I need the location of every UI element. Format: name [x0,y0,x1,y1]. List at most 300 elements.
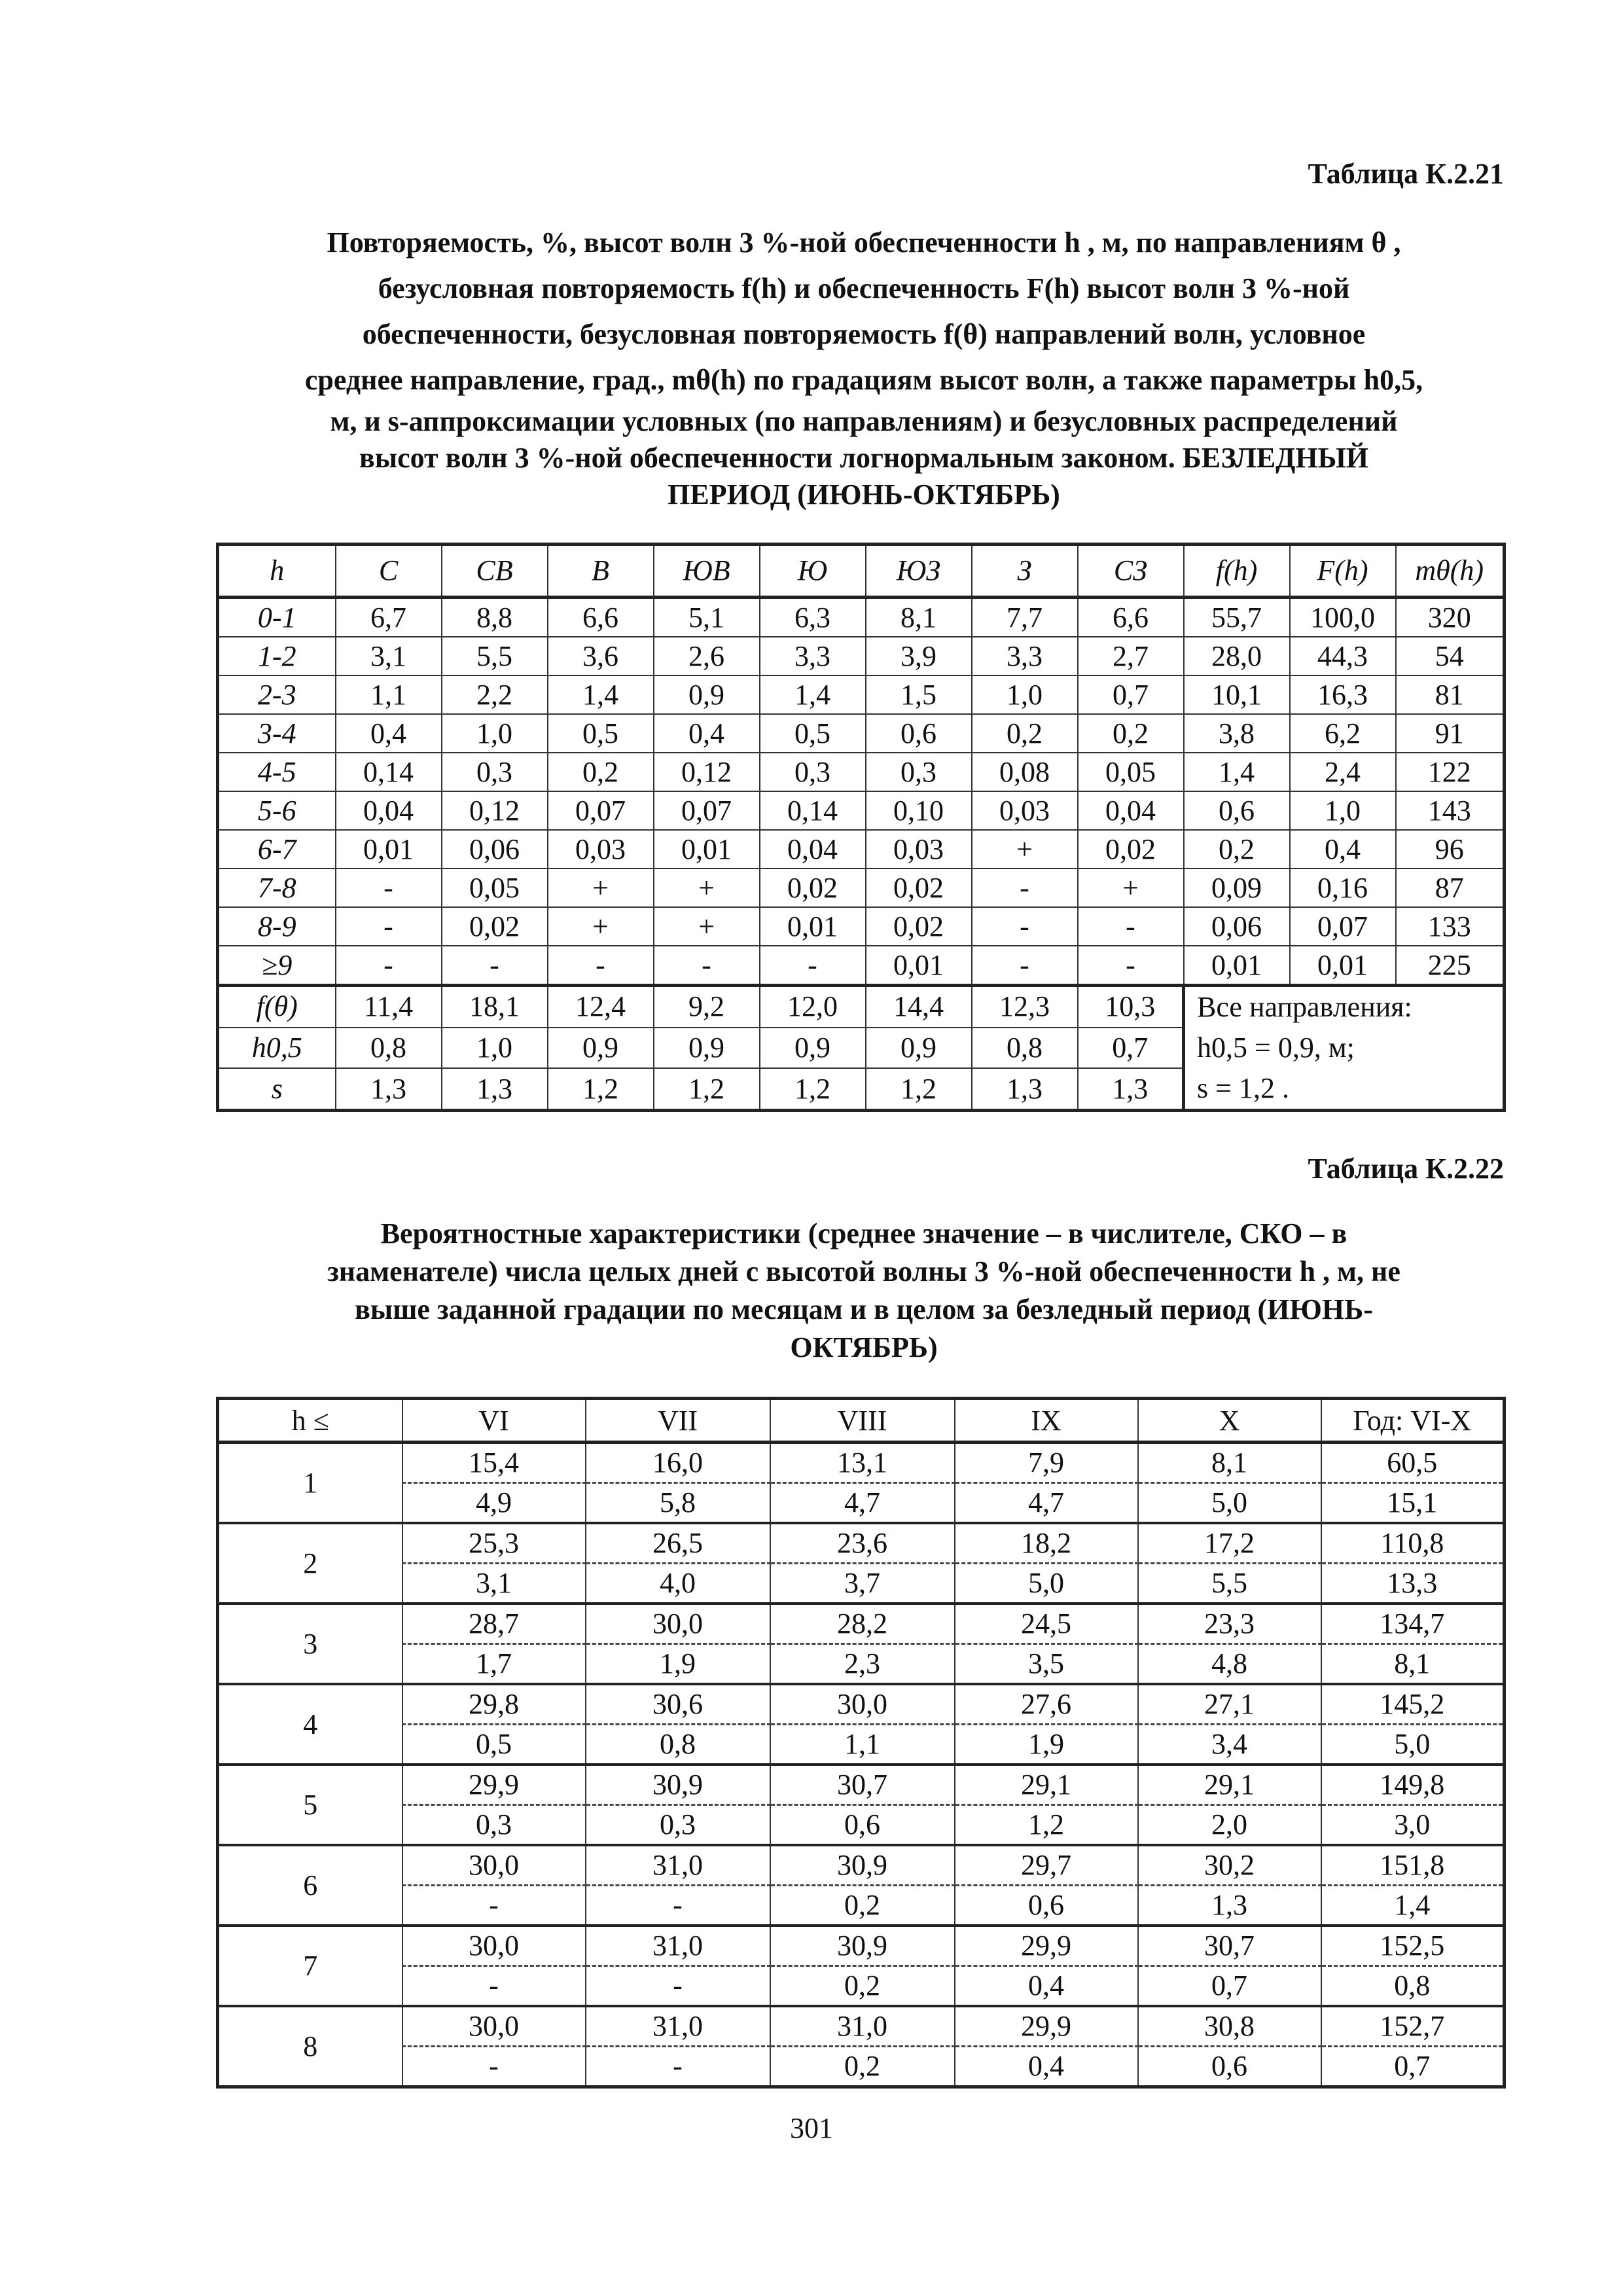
sd-value: 0,7 [1321,2047,1505,2087]
table-row [218,637,1505,675]
mean-value: 110,8 [1321,1523,1505,1564]
column-header: СВ [442,545,548,598]
table-cell: 12,0 [760,986,866,1028]
table-cell: 6,6 [548,598,654,637]
table-cell: 1,0 [442,714,548,753]
table-cell: 0,01 [760,907,866,946]
sd-value: 0,8 [1321,1966,1505,2007]
table-cell: 0,4 [654,714,760,753]
table-row [218,1564,1505,1604]
sd-value: 3,1 [402,1564,586,1604]
caption-line: выше заданной градации по месяцам и в целом за безледный период (ИЮНЬ- [355,1293,1373,1325]
table-row [218,1966,1505,2007]
sd-value: - [586,1886,770,1926]
mean-value: 27,6 [955,1684,1138,1725]
table-cell: 1,2 [654,1068,760,1110]
table-row [218,1845,1505,1886]
row-label: 7-8 [218,869,336,907]
table-cell: 0,01 [336,830,442,869]
note-line: Все направления: [1197,991,1412,1023]
table-cell: 3,3 [760,637,866,675]
table-row [218,2047,1505,2087]
table22 [216,1397,1506,2089]
table-cell: 0,3 [866,753,972,791]
table-cell: 0,6 [866,714,972,753]
table-cell: 54 [1396,637,1505,675]
table-row [218,1523,1505,1564]
table-cell: 0,06 [1184,907,1290,946]
sd-value: 0,4 [955,2047,1138,2087]
sd-value: 0,6 [955,1886,1138,1926]
mean-value: 8,1 [1138,1443,1321,1483]
table-cell: 91 [1396,714,1505,753]
mean-value: 24,5 [955,1604,1138,1644]
table-cell: + [654,907,760,946]
table-cell: 8,8 [442,598,548,637]
table-cell: 0,01 [1290,946,1396,986]
table-cell: 81 [1396,675,1505,714]
table-cell: 0,16 [1290,869,1396,907]
table-cell: 10,3 [1078,986,1184,1028]
table-cell: 2,6 [654,637,760,675]
sd-value: - [586,2047,770,2087]
mean-value: 23,6 [770,1523,955,1564]
table-cell: 1,0 [442,1028,548,1069]
table-cell: 28,0 [1184,637,1290,675]
sd-value: 13,3 [1321,1564,1505,1604]
table-cell: 6,2 [1290,714,1396,753]
table-cell: 0,4 [336,714,442,753]
table-cell: 1,0 [972,675,1078,714]
table-cell: 0,3 [442,753,548,791]
sd-value: 5,0 [1321,1725,1505,1765]
column-header: mθ(h) [1396,545,1505,598]
note-line: h0,5 = 0,9, м; [1197,1031,1355,1064]
row-label: 3 [218,1604,402,1684]
table-cell: 0,9 [760,1028,866,1069]
table21-label: Таблица К.2.21 [1308,158,1504,190]
sd-value: 4,7 [955,1483,1138,1524]
table-cell: 2,7 [1078,637,1184,675]
sd-value: 0,3 [586,1805,770,1846]
mean-value: 31,0 [586,1926,770,1966]
table-cell: 0,5 [548,714,654,753]
all-directions-note [1184,986,1505,1111]
row-label: ≥9 [218,946,336,986]
mean-value: 151,8 [1321,1845,1505,1886]
table-row [218,1765,1505,1805]
sd-value: 0,4 [955,1966,1138,2007]
column-header: h ≤ [218,1399,402,1443]
mean-value: 29,9 [402,1765,586,1805]
sd-value: - [402,1966,586,2007]
mean-value: 31,0 [586,1845,770,1886]
column-header: f(h) [1184,545,1290,598]
table-cell: 0,02 [866,869,972,907]
mean-value: 17,2 [1138,1523,1321,1564]
table-cell: - [336,869,442,907]
mean-value: 30,2 [1138,1845,1321,1886]
table-row [218,1886,1505,1926]
mean-value: 13,1 [770,1443,955,1483]
caption-line: ОКТЯБРЬ) [790,1331,938,1363]
table-cell: 0,9 [654,675,760,714]
caption-line: обеспеченности, безусловная повторяемость f(θ) направлений волн, условное [362,318,1366,350]
sd-value: 0,7 [1138,1966,1321,2007]
table-cell: 1,3 [336,1068,442,1110]
table-row [218,1644,1505,1685]
table-cell: 2,2 [442,675,548,714]
caption-line: ПЕРИОД (ИЮНЬ-ОКТЯБРЬ) [668,478,1060,511]
table-cell: 0,7 [1078,1028,1184,1069]
table-cell: 0,7 [1078,675,1184,714]
table-cell: 0,12 [654,753,760,791]
row-label: 3-4 [218,714,336,753]
table-cell: 0,04 [336,791,442,830]
sd-value: 4,8 [1138,1644,1321,1685]
table-cell: 0,2 [972,714,1078,753]
table-cell: - [336,907,442,946]
table-cell: - [1078,946,1184,986]
sd-value: 1,1 [770,1725,955,1765]
mean-value: 25,3 [402,1523,586,1564]
table-row [218,1725,1505,1765]
row-label: 4 [218,1684,402,1765]
table-cell: 0,9 [866,1028,972,1069]
table-cell: - [442,946,548,986]
column-header: С [336,545,442,598]
sd-value: 5,8 [586,1483,770,1524]
sd-value: 0,2 [770,1966,955,2007]
table-row [218,2006,1505,2047]
table-cell: + [548,907,654,946]
table-cell: 1,3 [972,1068,1078,1110]
table-cell: 55,7 [1184,598,1290,637]
mean-value: 152,7 [1321,2006,1505,2047]
table-cell: 0,5 [760,714,866,753]
column-header: IX [955,1399,1138,1443]
table-cell: 0,07 [548,791,654,830]
table-cell: 44,3 [1290,637,1396,675]
sd-value: 1,3 [1138,1886,1321,1926]
table-cell: 0,08 [972,753,1078,791]
sd-value: 1,9 [586,1644,770,1685]
caption-line: безусловная повторяемость f(h) и обеспеченность F(h) высот волн 3 %-ной [378,272,1350,304]
row-label: 6 [218,1845,402,1926]
table-cell: 2,4 [1290,753,1396,791]
table-cell: 6,3 [760,598,866,637]
table-cell: + [654,869,760,907]
table-cell: 320 [1396,598,1505,637]
mean-value: 29,9 [955,1926,1138,1966]
sd-value: 0,5 [402,1725,586,1765]
table-row [218,714,1505,753]
table-cell: 0,02 [760,869,866,907]
sd-value: 0,3 [402,1805,586,1846]
table-cell: 0,9 [654,1028,760,1069]
table-cell: 0,8 [972,1028,1078,1069]
table-cell: 0,14 [336,753,442,791]
table-cell: 12,3 [972,986,1078,1028]
table-cell: 0,01 [866,946,972,986]
table-cell: 0,06 [442,830,548,869]
column-header: СЗ [1078,545,1184,598]
table-cell: 0,4 [1290,830,1396,869]
mean-value: 30,7 [1138,1926,1321,1966]
table-cell: 225 [1396,946,1505,986]
caption-line: м, и s-аппроксимации условных (по направлениям) и безусловных распределений [330,405,1398,437]
sd-value: 0,8 [586,1725,770,1765]
column-header: VI [402,1399,586,1443]
table-cell: 10,1 [1184,675,1290,714]
table-row [218,1805,1505,1846]
table-row [218,753,1505,791]
sd-value: - [402,2047,586,2087]
table-cell: 5,1 [654,598,760,637]
table-cell: 122 [1396,753,1505,791]
sd-value: 15,1 [1321,1483,1505,1524]
table-cell: 7,7 [972,598,1078,637]
table-cell: 5,5 [442,637,548,675]
sd-value: 4,0 [586,1564,770,1604]
table-cell: 0,2 [548,753,654,791]
table-cell: 0,2 [1184,830,1290,869]
table-cell: 1,4 [548,675,654,714]
sd-value: 5,0 [1138,1483,1321,1524]
sd-value: 1,7 [402,1644,586,1685]
table-cell: 0,6 [1184,791,1290,830]
table-cell: 96 [1396,830,1505,869]
sd-value: 1,4 [1321,1886,1505,1926]
row-label: 8 [218,2006,402,2087]
sd-value: 8,1 [1321,1644,1505,1685]
table-cell: 0,04 [760,830,866,869]
mean-value: 145,2 [1321,1684,1505,1725]
table-cell: 0,01 [1184,946,1290,986]
sd-value: 5,0 [955,1564,1138,1604]
column-header: Ю [760,545,866,598]
mean-value: 28,2 [770,1604,955,1644]
table-cell: 0,10 [866,791,972,830]
column-header: F(h) [1290,545,1396,598]
table-row [218,869,1505,907]
table-cell: 0,03 [972,791,1078,830]
table-cell: 3,3 [972,637,1078,675]
table-cell: 0,02 [1078,830,1184,869]
row-label: h0,5 [218,1028,336,1069]
table-cell: + [972,830,1078,869]
mean-value: 31,0 [586,2006,770,2047]
table-cell: 18,1 [442,986,548,1028]
mean-value: 29,1 [955,1765,1138,1805]
table-row [218,598,1505,637]
mean-value: 15,4 [402,1443,586,1483]
mean-value: 134,7 [1321,1604,1505,1644]
table-cell: 0,9 [548,1028,654,1069]
table-cell: 0,05 [1078,753,1184,791]
mean-value: 30,7 [770,1765,955,1805]
table-cell: 133 [1396,907,1505,946]
table-cell: 1,3 [1078,1068,1184,1110]
sd-value: 3,4 [1138,1725,1321,1765]
table-cell: 0,12 [442,791,548,830]
row-label: 7 [218,1926,402,2006]
sd-value: 4,9 [402,1483,586,1524]
row-label: f(θ) [218,986,336,1028]
mean-value: 30,0 [586,1604,770,1644]
sd-value: 3,0 [1321,1805,1505,1846]
table-cell: 0,07 [654,791,760,830]
mean-value: 29,1 [1138,1765,1321,1805]
mean-value: 60,5 [1321,1443,1505,1483]
caption-line: высот волн 3 %-ной обеспеченности логнормальным законом. БЕЗЛЕДНЫЙ [359,442,1369,474]
table-cell: 6,7 [336,598,442,637]
table22-label: Таблица К.2.22 [1308,1153,1504,1185]
table-cell: - [654,946,760,986]
sd-value: 5,5 [1138,1564,1321,1604]
mean-value: 149,8 [1321,1765,1505,1805]
table21 [216,543,1506,1112]
table-row [218,1684,1505,1725]
mean-value: 29,7 [955,1845,1138,1886]
table-cell: 16,3 [1290,675,1396,714]
table-cell: - [972,907,1078,946]
table-cell: 0,03 [866,830,972,869]
mean-value: 23,3 [1138,1604,1321,1644]
table-row [218,907,1505,946]
mean-value: 152,5 [1321,1926,1505,1966]
table-cell: 0,02 [866,907,972,946]
mean-value: 26,5 [586,1523,770,1564]
table-cell: 0,04 [1078,791,1184,830]
mean-value: 30,0 [402,1845,586,1886]
table-row [218,830,1505,869]
row-label: 5-6 [218,791,336,830]
table22-header-row [218,1399,1505,1443]
table-cell: 100,0 [1290,598,1396,637]
table-cell: 0,03 [548,830,654,869]
row-label: 1 [218,1443,402,1524]
table-cell: 0,14 [760,791,866,830]
table-cell: - [972,946,1078,986]
table-cell: 0,09 [1184,869,1290,907]
table-cell: 3,9 [866,637,972,675]
sd-value: - [586,1966,770,2007]
column-header: X [1138,1399,1321,1443]
table-cell: - [336,946,442,986]
table-row [218,1926,1505,1966]
column-header: Год: VI-X [1321,1399,1505,1443]
caption-line: Повторяемость, %, высот волн 3 %-ной обеспеченности h , м, по направлениям θ , [327,226,1401,259]
mean-value: 27,1 [1138,1684,1321,1725]
sd-value: 0,2 [770,2047,955,2087]
sd-value: 0,2 [770,1886,955,1926]
table-cell: 8,1 [866,598,972,637]
mean-value: 7,9 [955,1443,1138,1483]
table-row [218,1443,1505,1483]
sd-value: 4,7 [770,1483,955,1524]
table-cell: 1,4 [1184,753,1290,791]
table-cell: 6,6 [1078,598,1184,637]
mean-value: 30,0 [402,2006,586,2047]
table-cell: 14,4 [866,986,972,1028]
sd-value: - [402,1886,586,1926]
table-cell: 143 [1396,791,1505,830]
table-cell: - [760,946,866,986]
table22-caption [223,1215,1505,1367]
row-label: 5 [218,1765,402,1845]
table-cell: 3,6 [548,637,654,675]
mean-value: 29,9 [955,2006,1138,2047]
row-label: 1-2 [218,637,336,675]
sd-value: 0,6 [1138,2047,1321,2087]
column-header: VIII [770,1399,955,1443]
mean-value: 29,8 [402,1684,586,1725]
mean-value: 28,7 [402,1604,586,1644]
mean-value: 30,8 [1138,2006,1321,2047]
caption-line: среднее направление, град., mθ(h) по градациям высот волн, а также параметры h0,5, [304,364,1423,396]
mean-value: 30,9 [770,1845,955,1886]
table-cell: 1,2 [866,1068,972,1110]
caption-line: знаменателе) числа целых дней с высотой волны 3 %-ной обеспеченности h , м, не [327,1255,1400,1287]
table-row [218,791,1505,830]
column-header: ЮЗ [866,545,972,598]
table-cell: - [548,946,654,986]
table-row [218,1604,1505,1644]
mean-value: 18,2 [955,1523,1138,1564]
table-cell: + [1078,869,1184,907]
table-cell: 12,4 [548,986,654,1028]
column-header: h [218,545,336,598]
table-cell: 0,3 [760,753,866,791]
table-cell: 0,07 [1290,907,1396,946]
table-cell: - [972,869,1078,907]
column-header: VII [586,1399,770,1443]
table-cell: - [1078,907,1184,946]
page-number: 301 [790,2112,833,2144]
sd-value: 2,0 [1138,1805,1321,1846]
row-label: 2 [218,1523,402,1604]
row-label: 6-7 [218,830,336,869]
sd-value: 3,7 [770,1564,955,1604]
column-header: В [548,545,654,598]
mean-value: 30,9 [586,1765,770,1805]
table-cell: 3,1 [336,637,442,675]
sd-value: 0,6 [770,1805,955,1846]
table-cell: 1,3 [442,1068,548,1110]
row-label: 4-5 [218,753,336,791]
table-cell: 1,5 [866,675,972,714]
table-cell: 11,4 [336,986,442,1028]
mean-value: 30,0 [402,1926,586,1966]
table-row [218,1483,1505,1524]
table-cell: 0,01 [654,830,760,869]
table-cell: 0,02 [442,907,548,946]
row-label: 2-3 [218,675,336,714]
table-cell: 3,8 [1184,714,1290,753]
row-label: 0-1 [218,598,336,637]
table-cell: 1,4 [760,675,866,714]
table-cell: 0,2 [1078,714,1184,753]
table-cell: 0,8 [336,1028,442,1069]
note-line: s = 1,2 . [1197,1072,1289,1104]
mean-value: 30,9 [770,1926,955,1966]
table-cell: 1,2 [548,1068,654,1110]
table21-caption [223,220,1505,513]
row-label: s [218,1068,336,1110]
row-label: 8-9 [218,907,336,946]
column-header: З [972,545,1078,598]
